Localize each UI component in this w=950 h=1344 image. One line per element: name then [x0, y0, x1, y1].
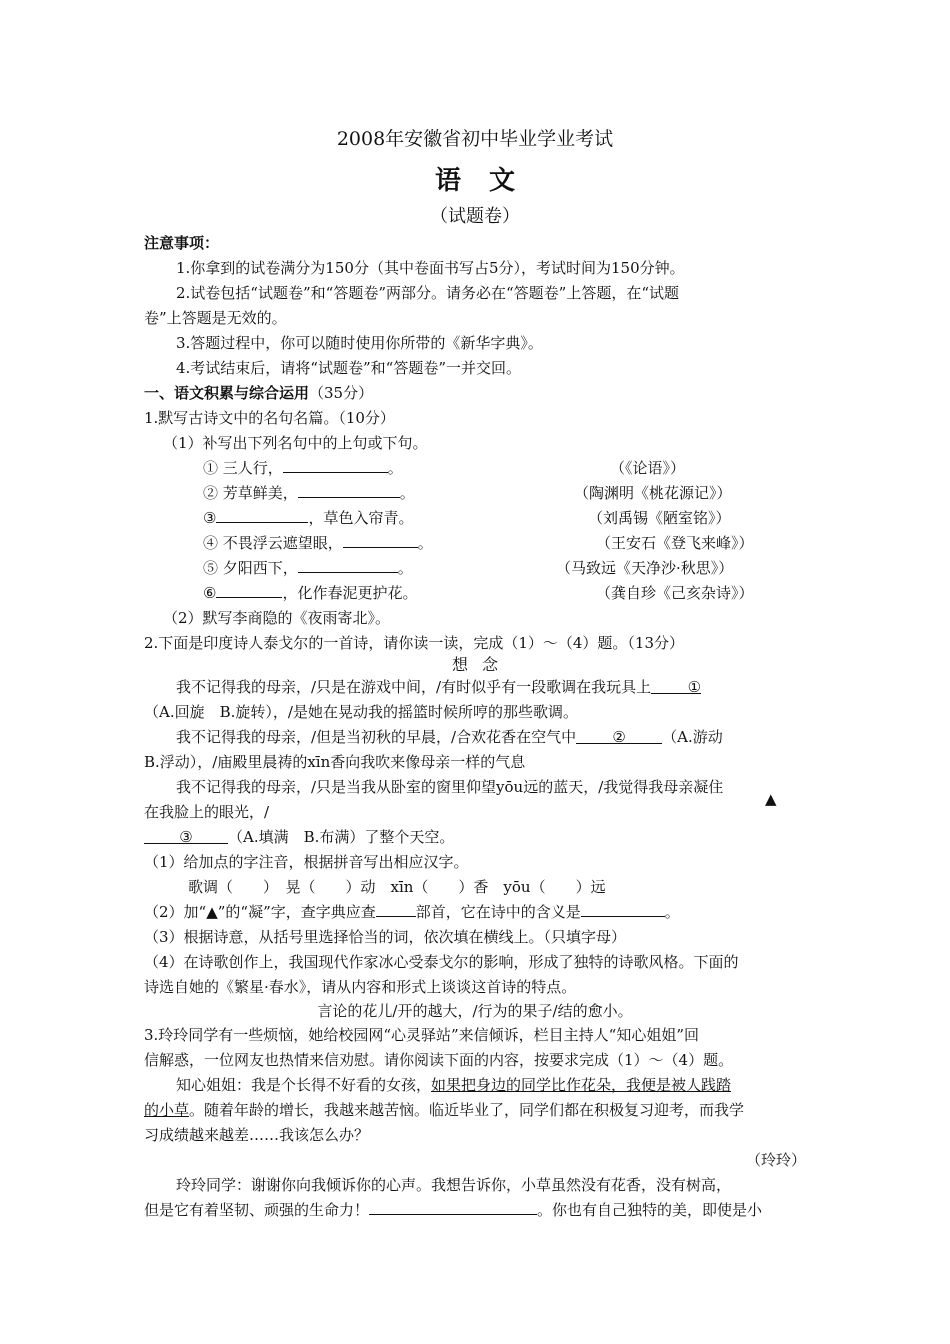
q3-stem-line1: 3.玲玲同学有一些烦恼，她给校园网“心灵驿站”来信倾诉，栏目主持人“知心姐姐”回 [144, 1026, 699, 1044]
blank-1[interactable] [651, 678, 701, 694]
q1-line-4-pre: ④ 不畏浮云遮望眼， [203, 534, 343, 552]
poem-p1-line1 [176, 676, 701, 697]
letter-line2 [144, 1099, 744, 1120]
q1-line-2-pre: ② 芳草鲜美， [203, 484, 298, 502]
poem-p2-text: 我不记得我的母亲，/但是当初秋的早晨，/合欢花香在空气中 [176, 728, 577, 746]
answer-blank[interactable] [376, 901, 416, 917]
triangle-marker: ▲ [765, 790, 777, 808]
q1-stem: 1.默写古诗文中的名句名篇。（10分） [144, 409, 395, 427]
q2-sub1: （1）给加点的字注音，根据拼音写出相应汉字。 [144, 853, 469, 871]
poem-p2-line1 [176, 726, 723, 747]
reply-line2-post: 。你也有自己独特的美，即使是小 [537, 1201, 763, 1219]
q1-line-5 [203, 557, 413, 578]
answer-blank[interactable] [298, 482, 400, 498]
letter-line2-post: 。随着年龄的增长，我越来越苦恼。临近毕业了，同学们都在积极复习迎考，而我学 [189, 1101, 745, 1119]
q2-stem: 2.下面是印度诗人泰戈尔的一首诗，请你读一读，完成（1）～（4）题。（13分） [144, 634, 684, 652]
blank-3[interactable] [144, 828, 228, 844]
poem-quote: 言论的花儿/开的越大，/行为的果子/结的愈小。 [317, 1002, 633, 1020]
q1-line-2-source: （陶渊明《桃花源记》） [574, 484, 732, 502]
q1-line-5-source: （马致远《天净沙·秋思》） [556, 559, 734, 577]
q1-line-6-pre: ⑥ [203, 584, 217, 602]
blank-2-mark: ② [612, 728, 626, 746]
q2-sub2-a: （2）加“▲”的“凝”字，查字典应查 [144, 903, 376, 921]
q1-line-6 [203, 582, 417, 603]
q2-sub3: （3）根据诗意，从括号里选择恰当的词，依次填在横线上。（只填字母） [144, 928, 627, 946]
q1-line-2 [203, 482, 415, 503]
q1-line-1-pre: ① 三人行， [203, 459, 283, 477]
q1-line-1-post: 。 [387, 459, 403, 477]
exam-title: 2008年安徽省初中毕业学业考试 [336, 128, 614, 150]
q1-line-1 [203, 457, 403, 478]
subject-title: 语文 [434, 166, 543, 196]
q1-line-2-post: 。 [399, 484, 415, 502]
q1-line-6-source: （龚自珍《己亥杂诗》） [596, 584, 754, 602]
reply-line2-pre: 但是它有着坚韧、顽强的生命力！ [144, 1201, 370, 1219]
poem-p3-option: （A.填满 B.布满）了整个天空。 [228, 828, 455, 846]
poem-p3-line2: 在我脸上的眼光，/ [144, 803, 270, 821]
q1-line-3 [203, 507, 413, 528]
poem-p3-line1: 我不记得我的母亲，/只是当我从卧室的窗里仰望yōu远的蓝天，/我觉得我母亲凝住 [176, 778, 724, 796]
poem-p2-option: （A.游动 [662, 728, 723, 746]
reply-line1: 玲玲同学：谢谢你向我倾诉你的心声。我想告诉你，小草虽然没有花香，没有树高， [176, 1176, 732, 1194]
q1-line-1-source: （《论语》） [610, 459, 686, 477]
blank-1-mark: ① [687, 678, 702, 696]
q2-sub4-line2: 诗选自她的《繁星·春水》，请从内容和形式上谈谈这首诗的特点。 [144, 978, 577, 996]
reply-line2 [144, 1199, 762, 1220]
q2-sub2 [144, 901, 680, 922]
answer-blank[interactable] [216, 582, 282, 598]
letter-line2-underlined: 的小草 [144, 1101, 190, 1119]
section1-title: 一、语文积累与综合运用 [144, 384, 310, 402]
notice-heading: 注意事项： [144, 234, 220, 252]
q1-line-6-post: ，化作春泥更护花。 [282, 584, 418, 602]
poem-p1-line2: （A.回旋 B.旋转），/是她在晃动我的摇篮时候所哼的那些歌调。 [144, 703, 578, 721]
answer-blank[interactable] [283, 457, 388, 473]
q1-sub1: （1）补写出下列名句中的上句或下句。 [163, 434, 428, 452]
answer-blank[interactable] [298, 557, 398, 573]
q2-sub1-items: 歌调（ ） 晃（ ）动 xīn（ ）香 yōu（ ）远 [188, 878, 606, 896]
q1-line-4-source: （王安石《登飞来峰》） [596, 534, 754, 552]
notice-item-3: 3.答题过程中，你可以随时使用你所带的《新华字典》。 [176, 334, 543, 352]
answer-blank[interactable] [343, 532, 418, 548]
notice-item-1: 1.你拿到的试卷满分为150分（其中卷面书写占5分），考试时间为150分钟。 [176, 259, 685, 277]
blank-3-mark: ③ [179, 828, 193, 846]
q1-line-4-post: 。 [417, 534, 433, 552]
poem-p3-line3 [144, 826, 454, 847]
q2-sub2-c: 。 [664, 903, 680, 921]
notice-item-2: 2.试卷包括“试题卷”和“答题卷”两部分。请务必在“答题卷”上答题，在“试题 [176, 284, 679, 302]
blank-2[interactable] [576, 728, 662, 744]
q1-line-3-pre: ③ [203, 509, 217, 527]
poem-title: 想念 [451, 655, 512, 674]
q3-stem-line2: 信解惑，一位网友也热情来信劝慰。请你阅读下面的内容，按要求完成（1）～（4）题。 [144, 1051, 734, 1069]
poem-p1-text: 我不记得我的母亲，/只是在游戏中间，/有时似乎有一段歌调在我玩具上 [176, 678, 652, 696]
q1-line-5-pre: ⑤ 夕阳西下， [203, 559, 298, 577]
letter-signature: （玲玲） [746, 1151, 807, 1169]
letter-line1 [176, 1074, 731, 1095]
q1-line-4 [203, 532, 433, 553]
q1-line-3-post: ，草色入帘青。 [308, 509, 414, 527]
letter-line1-underlined: 如果把身边的同学比作花朵，我便是被人践踏 [431, 1076, 732, 1094]
q1-sub2: （2）默写李商隐的《夜雨寄北》。 [163, 609, 391, 627]
answer-blank[interactable] [581, 901, 665, 917]
q1-line-5-post: 。 [397, 559, 413, 577]
letter-line1-pre: 知心姐姐：我是个长得不好看的女孩， [176, 1076, 432, 1094]
q2-sub2-b: 部首，它在诗中的含义是 [415, 903, 581, 921]
letter-line3: 习成绩越来越差……我该怎么办？ [144, 1126, 370, 1144]
q2-sub4-line1: （4）在诗歌创作上，我国现代作家冰心受泰戈尔的影响，形成了独特的诗歌风格。下面的 [144, 953, 739, 971]
q1-line-3-source: （刘禹锡《陋室铭》） [588, 509, 731, 527]
notice-item-4: 4.考试结束后，请将“试题卷”和“答题卷”一并交回。 [176, 359, 521, 377]
answer-blank[interactable] [216, 507, 308, 523]
section1-score: （35分） [309, 384, 374, 402]
section1-heading [144, 382, 373, 403]
notice-item-2-cont: 卷”上答题是无效的。 [144, 309, 287, 327]
answer-blank[interactable] [369, 1199, 537, 1215]
poem-p2-line2: B.浮动），/庙殿里晨祷的xīn香向我吹来像母亲一样的气息 [144, 753, 526, 771]
paper-type: （试题卷） [430, 206, 520, 227]
